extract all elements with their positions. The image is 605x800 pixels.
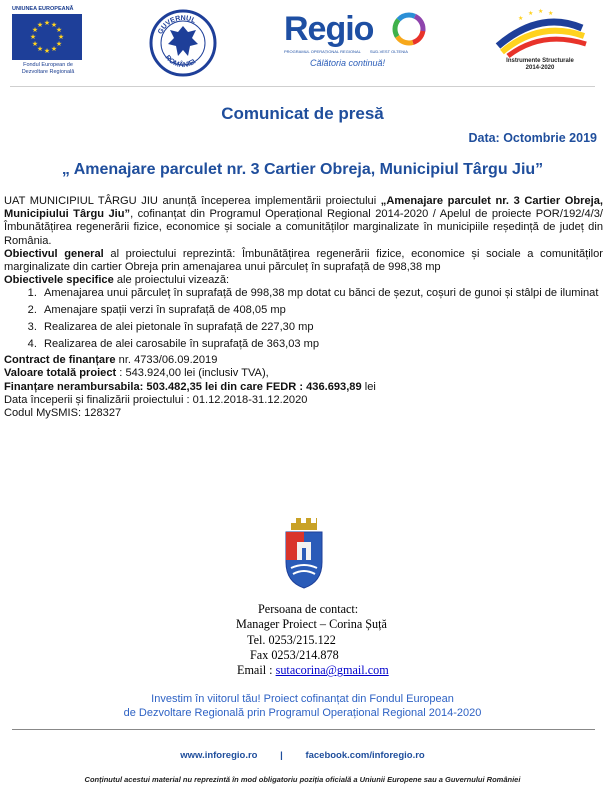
svg-text:★: ★ bbox=[55, 41, 63, 48]
specific-objectives-list bbox=[4, 287, 603, 350]
footer-separator: | bbox=[280, 750, 283, 761]
svg-text:★: ★ bbox=[528, 11, 534, 17]
header-divider bbox=[10, 86, 595, 87]
contact-block bbox=[0, 602, 605, 678]
eu-fund-label bbox=[12, 62, 84, 75]
slogan-line2: de Dezvoltare Regională prin Programul Operațional Regional 2014-2020 bbox=[123, 707, 482, 719]
specific-objectives-heading bbox=[4, 274, 603, 287]
svg-text:★: ★ bbox=[36, 46, 44, 53]
contact-email-label: Email : bbox=[237, 663, 276, 678]
regio-wordmark: Regio bbox=[284, 10, 374, 48]
contact-manager: Manager Proiect – Corina Șuță bbox=[236, 617, 387, 632]
svg-text:★: ★ bbox=[29, 34, 37, 41]
contact-email-link[interactable]: sutacorina@gmail.com bbox=[275, 663, 389, 678]
contract-label: Contract de finanțare bbox=[4, 354, 116, 367]
disclaimer: Conținutul acestui material nu reprezintă în mod obligatoriu poziția oficială a Uniunii Europene sau a Guvernului României bbox=[84, 775, 521, 784]
structural-instruments-line2: 2014-2020 bbox=[525, 65, 555, 71]
nonrefundable-label: Finanțare nerambursabila: 503.482,35 lei din care FEDR : 436.693,89 bbox=[4, 380, 362, 393]
press-release-date: Data: Octombrie 2019 bbox=[468, 131, 597, 145]
list-item: 4. Realizarea de alei carosabile în suprafață de 363,03 mp bbox=[40, 338, 603, 351]
list-item: 1. Amenajarea unui părculeț în suprafață de 998,38 mp dotat cu bănci de șezut, coșuri de gunoi și stâlpi de iluminat bbox=[40, 287, 603, 300]
funding-slogan bbox=[0, 692, 605, 720]
specific-label: Obiectivele specifice bbox=[4, 274, 114, 287]
project-title: „ Amenajare parculet nr. 3 Cartier Obreja, Municipiul Târgu Jiu” bbox=[61, 161, 544, 178]
eu-flag-icon bbox=[12, 14, 82, 60]
contact-heading: Persoana de contact: bbox=[258, 602, 359, 616]
list-item: 3. Realizarea de alei pietonale în suprafață de 227,30 mp bbox=[40, 321, 603, 334]
svg-text:★: ★ bbox=[31, 41, 39, 48]
total-value-line bbox=[4, 367, 603, 380]
total-value: : 543.924,00 lei (inclusiv TVA), bbox=[116, 367, 269, 380]
inforegio-link[interactable]: www.inforegio.ro bbox=[180, 750, 258, 761]
list-item: 2. Amenajare spații verzi în suprafață de 408,05 mp bbox=[40, 304, 603, 317]
svg-text:★: ★ bbox=[538, 9, 544, 15]
slogan-line1: Investim în viitorul tău! Proiect cofinanțat din Fondul European bbox=[151, 693, 454, 705]
structural-instruments-line1: Instrumente Structurale bbox=[506, 58, 574, 64]
nonrefundable-line bbox=[4, 381, 603, 394]
regio-region-text: SUD-VEST OLTENIA bbox=[369, 49, 408, 54]
objective-paragraph bbox=[4, 248, 603, 274]
total-value-label: Valoare totală proiect bbox=[4, 367, 117, 380]
regio-rainbow-icon bbox=[392, 12, 426, 46]
nonrefundable-value: lei bbox=[361, 380, 376, 393]
footer-links bbox=[0, 750, 605, 761]
structural-instruments-label bbox=[490, 58, 590, 72]
structural-instruments-logo bbox=[490, 6, 590, 78]
structural-instruments-icon bbox=[490, 6, 590, 58]
eu-logo bbox=[12, 6, 84, 75]
project-period: Data începerii și finalizării proiectului : 01.12.2018-31.12.2020 bbox=[4, 393, 308, 406]
intro-paragraph bbox=[4, 195, 603, 248]
press-release-body bbox=[4, 195, 603, 420]
objective-text: al proiectului reprezintă: Îmbunătățirea regenerării fizice, economice și sociale a comunităților marginalizate din cartier Obreja prin amenajarea unui părculeț în suprafață de 998,38 mp bbox=[4, 247, 603, 274]
regio-tagline: Călătoria continuă! bbox=[310, 58, 386, 68]
contract-value: nr. 4733/06.09.2019 bbox=[115, 354, 218, 367]
contract-line bbox=[4, 354, 603, 367]
page-title: Comunicat de presă bbox=[221, 104, 384, 123]
svg-text:★: ★ bbox=[518, 16, 524, 22]
svg-text:★: ★ bbox=[548, 11, 554, 17]
intro-text-2: , cofinanțat din Programul Operațional Regional 2014-2020 / Apelul de proiecte POR/192/4/3/Îmbunătățirea regenerării fizice, economice și sociale a comunităților marginalizate în municipiile reședință de județ din România. bbox=[4, 208, 603, 247]
mysmis-code: Codul MySMIS: 128327 bbox=[4, 407, 122, 420]
intro-text-1: UAT MUNICIPIUL TÂRGU JIU anunță începerea implementării proiectului bbox=[4, 195, 381, 207]
contact-email-line bbox=[0, 663, 605, 678]
specific-text: ale proiectului vizează: bbox=[113, 274, 230, 287]
contact-phone: Tel. 0253/215.122 bbox=[247, 632, 336, 647]
intro-project-name: „Amenajare parculet nr. 3 Cartier Obreja, Municipiului Târgu Jiu” bbox=[4, 195, 603, 221]
contact-fax: Fax 0253/214.878 bbox=[250, 647, 339, 662]
svg-text:★: ★ bbox=[36, 22, 44, 29]
city-crest-icon bbox=[283, 516, 325, 590]
eu-fund-line1: Fondul European de bbox=[23, 62, 73, 68]
objective-label: Obiectivul general bbox=[4, 247, 104, 260]
svg-text:★: ★ bbox=[50, 46, 58, 53]
svg-text:★: ★ bbox=[43, 48, 51, 55]
eu-fund-line2: Dezvoltare Regională bbox=[21, 68, 75, 75]
svg-text:★: ★ bbox=[55, 27, 63, 34]
eu-label: UNIUNEA EUROPEANĂ bbox=[12, 6, 74, 12]
svg-text:★: ★ bbox=[31, 27, 39, 34]
regio-program-text: PROGRAMUL OPERAȚIONAL REGIONAL bbox=[284, 49, 361, 54]
svg-text:★: ★ bbox=[43, 20, 51, 27]
svg-text:GUVERNUL: GUVERNUL bbox=[157, 14, 197, 36]
svg-text:★: ★ bbox=[50, 22, 58, 29]
facebook-link[interactable]: facebook.com/inforegio.ro bbox=[305, 750, 425, 761]
regio-program-label bbox=[284, 49, 408, 54]
government-logo bbox=[148, 8, 218, 78]
regio-logo bbox=[280, 10, 430, 72]
svg-text:★: ★ bbox=[57, 34, 65, 41]
svg-text:ROMÂNIEI: ROMÂNIEI bbox=[163, 54, 198, 70]
footer-divider bbox=[12, 729, 595, 730]
